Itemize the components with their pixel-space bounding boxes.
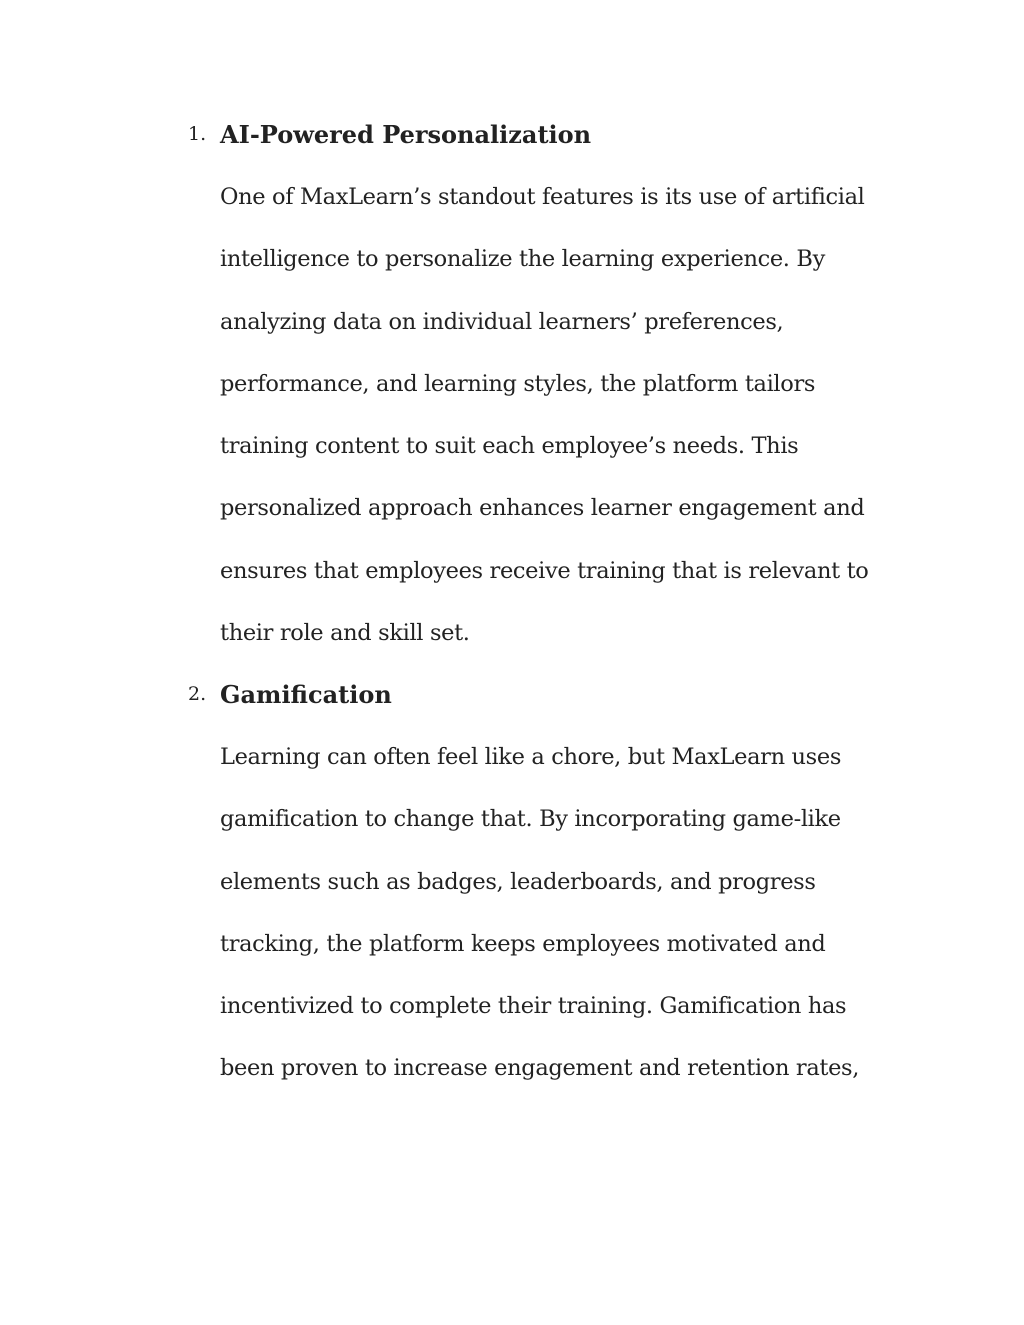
paragraph-line: One of MaxLearn’s standout features is its use of artificial [220,184,865,210]
paragraph-line: been proven to increase engagement and retention rates, [220,1055,860,1082]
list-number: 1. [188,123,207,145]
paragraph-line: Learning can often feel like a chore, but MaxLearn uses [220,744,842,770]
section-paragraph [220,732,859,1106]
paragraph-line: analyzing data on individual learners’ preferences, [220,308,784,335]
paragraph-line: personalized approach enhances learner engagement and [220,495,865,522]
section-heading: AI-Powered Personalization [220,120,592,149]
section-heading: Gamification [220,680,392,709]
paragraph-line: intelligence to personalize the learning experience. By [220,246,825,273]
paragraph-line: elements such as badges, leaderboards, and progress [220,868,816,895]
paragraph-line: gamification to change that. By incorporating game-like [220,806,841,833]
paragraph-line: incentivized to complete their training. Gamification has [220,993,847,1020]
paragraph-line: their role and skill set. [220,620,470,647]
paragraph-line: performance, and learning styles, the platform tailors [220,370,816,397]
list-number: 2. [188,683,207,705]
paragraph-line: ensures that employees receive training that is relevant to [220,557,869,584]
paragraph-line: tracking, the platform keeps employees motivated and [220,930,826,957]
section-paragraph [220,172,868,670]
paragraph-line: training content to suit each employee’s needs. This [220,433,799,460]
